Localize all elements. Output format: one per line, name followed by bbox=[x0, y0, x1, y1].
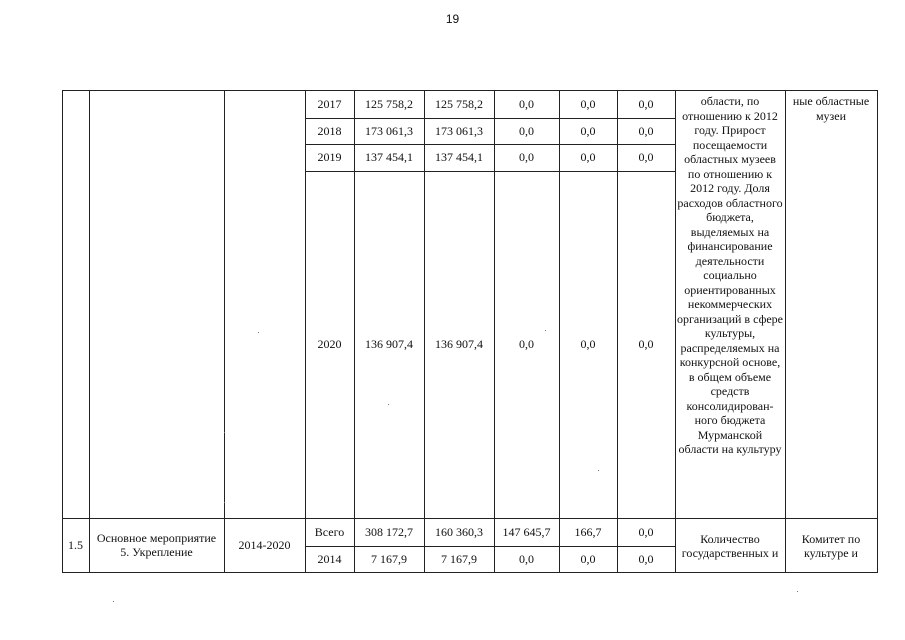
scan-speck bbox=[388, 404, 389, 405]
cell-total: 136 907,4 bbox=[365, 337, 413, 352]
cell-federal: 0,0 bbox=[519, 123, 534, 138]
cell-year: 2014 bbox=[317, 551, 342, 566]
executor-text: ные областные музеи bbox=[792, 94, 870, 123]
cell-local: 0,0 bbox=[580, 337, 596, 352]
item-indicator: Количество государственных и bbox=[681, 531, 779, 560]
cell-extra: 0,0 bbox=[638, 123, 654, 138]
cell-regional: 137 454,1 bbox=[435, 150, 483, 165]
cell-total: 308 172,7 bbox=[365, 524, 413, 539]
cell-total: 125 758,2 bbox=[365, 96, 413, 111]
column-border bbox=[877, 90, 878, 572]
cell-federal: 0,0 bbox=[519, 551, 534, 566]
cell-year: 2019 bbox=[317, 150, 342, 165]
cell-extra: 0,0 bbox=[638, 337, 654, 352]
cell-extra: 0,0 bbox=[638, 551, 654, 566]
cell-extra: 0,0 bbox=[638, 524, 654, 539]
cell-local: 0,0 bbox=[580, 123, 596, 138]
cell-extra: 0,0 bbox=[638, 96, 654, 111]
page-number: 19 bbox=[445, 12, 460, 26]
scan-speck bbox=[545, 330, 546, 331]
cell-year: Всего bbox=[314, 524, 345, 539]
item-period: 2014-2020 bbox=[238, 537, 291, 552]
cell-local: 0,0 bbox=[580, 551, 596, 566]
scan-speck bbox=[797, 591, 798, 592]
table-bottom-border bbox=[62, 572, 878, 573]
cell-federal: 0,0 bbox=[519, 96, 534, 111]
column-border bbox=[224, 90, 225, 572]
cell-local: 0,0 bbox=[580, 96, 596, 111]
cell-regional: 173 061,3 bbox=[435, 123, 483, 138]
cell-federal: 0,0 bbox=[519, 337, 534, 352]
scan-speck bbox=[224, 432, 225, 433]
cell-federal: 0,0 bbox=[519, 150, 534, 165]
item-executor: Комитет по культуре и bbox=[801, 531, 861, 560]
cell-year: 2018 bbox=[317, 123, 342, 138]
scan-speck bbox=[258, 332, 259, 333]
scan-speck bbox=[224, 502, 225, 503]
item-name: Основное мероприятие 5. Укрепление bbox=[96, 530, 217, 559]
item-number: 1.5 bbox=[68, 537, 83, 552]
cell-local: 166,7 bbox=[574, 524, 602, 539]
indicators-text: области, по отношению к 2012 году. Прирост посещаемости областных музеев по отношению к 2012 году. Доля расходов областного бюджета, выделяемых на финансирование деятельности социально ориентированных некоммерческих организаций в сфере культуры, распределяемых на конкурсной основе, в общем объеме средств консолидирован-ного бюджета Мурманской области на культуру bbox=[677, 94, 783, 456]
column-border bbox=[89, 90, 90, 572]
cell-total: 173 061,3 bbox=[365, 123, 413, 138]
cell-regional: 160 360,3 bbox=[435, 524, 483, 539]
cell-extra: 0,0 bbox=[638, 150, 654, 165]
scan-speck bbox=[113, 601, 114, 602]
cell-year: 2017 bbox=[317, 96, 342, 111]
cell-local: 0,0 bbox=[580, 150, 596, 165]
scan-speck bbox=[598, 470, 599, 471]
cell-federal: 147 645,7 bbox=[502, 524, 551, 539]
cell-regional: 7 167,9 bbox=[441, 551, 477, 566]
cell-total: 7 167,9 bbox=[371, 551, 407, 566]
column-border bbox=[785, 90, 786, 572]
cell-regional: 136 907,4 bbox=[435, 337, 483, 352]
cell-total: 137 454,1 bbox=[365, 150, 413, 165]
column-border bbox=[62, 90, 63, 572]
column-border bbox=[675, 90, 676, 572]
cell-year: 2020 bbox=[317, 337, 342, 352]
cell-regional: 125 758,2 bbox=[435, 96, 483, 111]
